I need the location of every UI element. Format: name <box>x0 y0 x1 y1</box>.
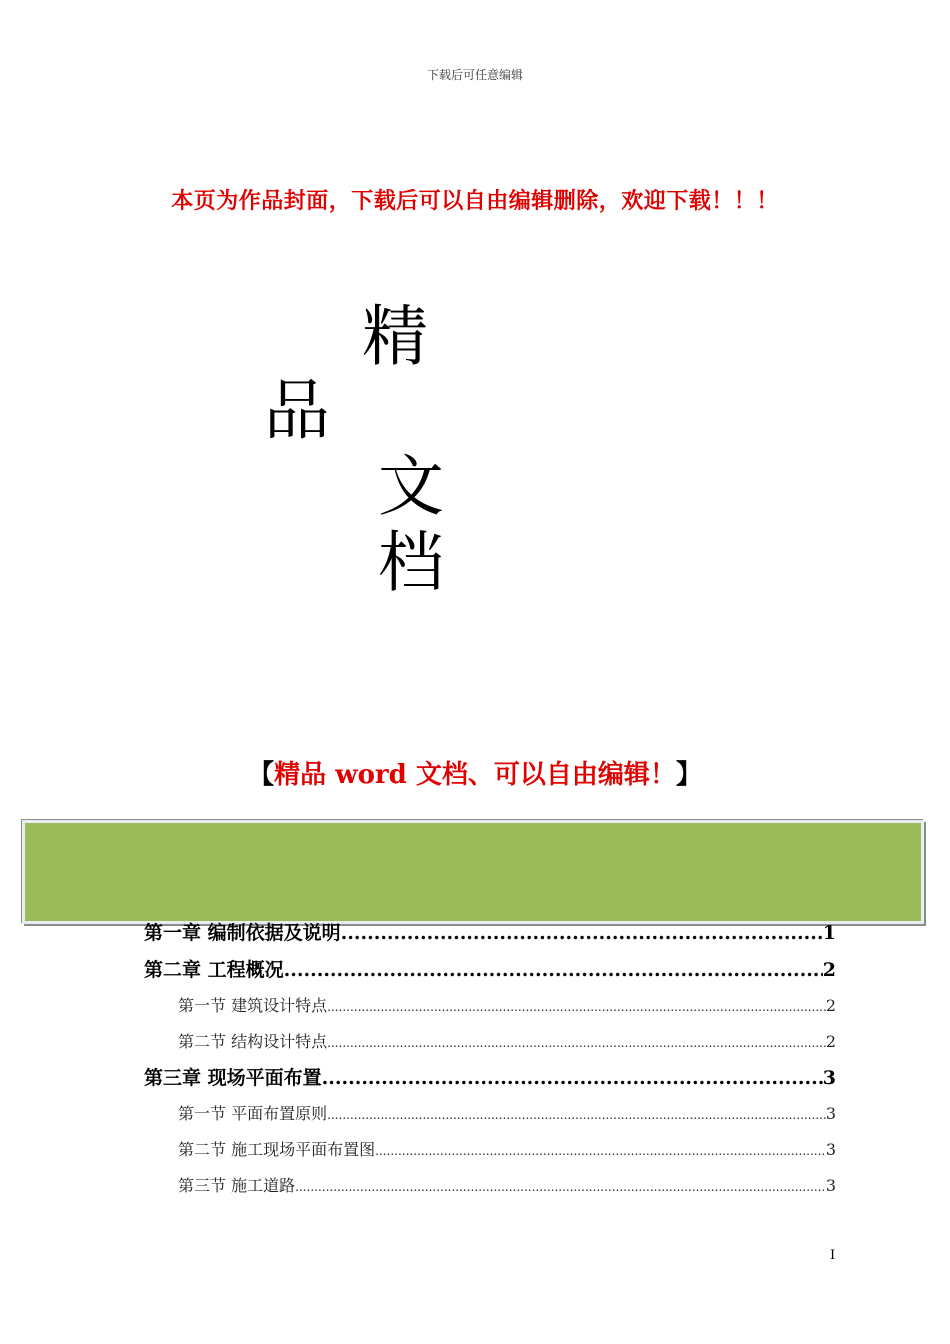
subtitle-open-bracket: 【 <box>248 760 275 790</box>
toc-entry-page: 2 <box>822 959 836 981</box>
toc-leader <box>284 959 823 981</box>
toc-entry-title: 第二节 结构设计特点 <box>178 1032 328 1051</box>
toc-entry[interactable] <box>144 1137 836 1160</box>
toc-entry-title: 第一节 平面布置原则 <box>178 1104 328 1123</box>
toc-entry-title: 第三节 施工道路 <box>178 1176 296 1195</box>
toc-leader <box>341 922 823 944</box>
toc-leader <box>322 1067 823 1089</box>
cover-char-dang: 档 <box>378 524 444 601</box>
toc-leader <box>327 1000 826 1014</box>
cover-char-wen: 文 <box>378 448 444 525</box>
header-note: 下载后可任意编辑 <box>426 68 523 82</box>
cover-char-pin: 品 <box>264 372 330 449</box>
toc-entry[interactable] <box>144 1173 836 1196</box>
toc-entry[interactable] <box>144 993 836 1016</box>
green-banner <box>22 820 924 924</box>
page-number: I <box>830 1248 836 1263</box>
toc-leader <box>295 1180 826 1194</box>
toc-entry-title: 第二章 工程概况 <box>144 959 284 981</box>
toc-entry-title: 第一章 编制依据及说明 <box>144 922 341 944</box>
toc-entry-page: 1 <box>822 922 836 944</box>
toc-entry-title: 第一节 建筑设计特点 <box>178 996 328 1015</box>
subtitle <box>0 754 950 791</box>
subtitle-close-bracket: 】 <box>675 760 702 790</box>
toc-entry-page: 2 <box>825 996 836 1015</box>
toc-leader <box>327 1036 826 1050</box>
toc-entry[interactable] <box>144 918 836 945</box>
toc-entry-page: 3 <box>825 1176 836 1195</box>
cover-char-jing: 精 <box>362 298 428 375</box>
toc-entry-page: 3 <box>825 1140 836 1159</box>
toc-entry-title: 第二节 施工现场平面布置图 <box>178 1140 376 1159</box>
toc-entry[interactable] <box>144 955 836 982</box>
toc-entry-page: 2 <box>825 1032 836 1051</box>
toc-entry[interactable] <box>144 1029 836 1052</box>
toc-entry-page: 3 <box>825 1104 836 1123</box>
toc-entry-title: 第三章 现场平面布置 <box>144 1067 322 1089</box>
subtitle-text: 精品 word 文档、可以自由编辑！ <box>274 760 676 790</box>
toc-leader <box>375 1144 826 1158</box>
toc-entry-page: 3 <box>822 1067 836 1089</box>
toc-leader <box>327 1108 826 1122</box>
toc-entry[interactable] <box>144 1063 836 1090</box>
cover-notice: 本页为作品封面，下载后可以自由编辑删除，欢迎下载！！！ <box>171 189 779 214</box>
toc-entry[interactable] <box>144 1101 836 1124</box>
